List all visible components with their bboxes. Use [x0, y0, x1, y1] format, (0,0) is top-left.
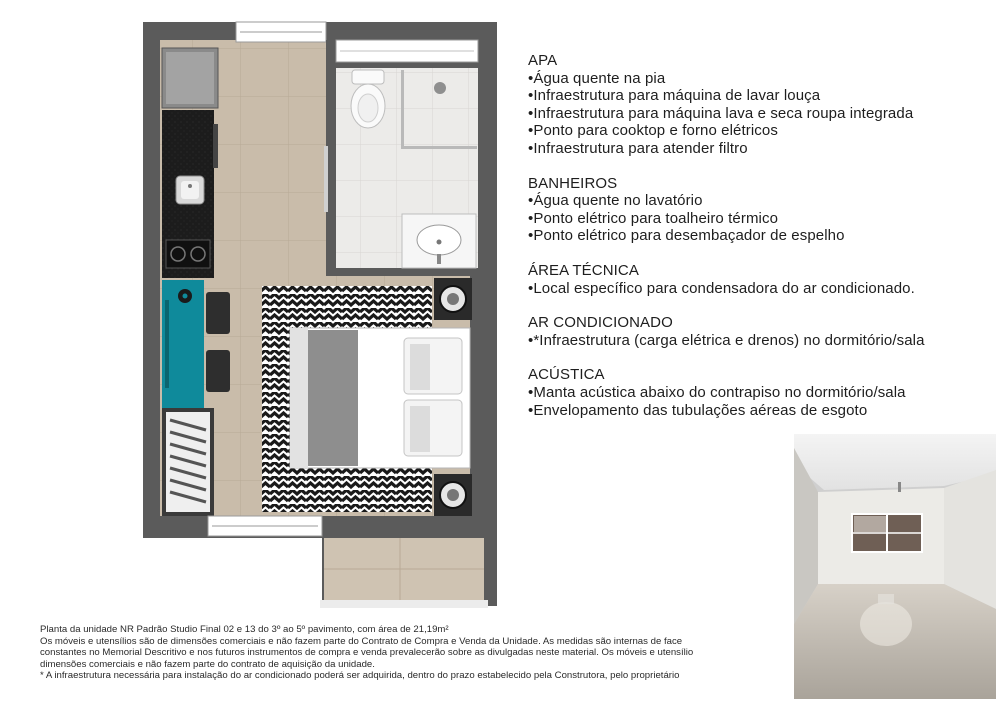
spec-item: • Infraestrutura para atender filtro — [528, 140, 988, 158]
specs-list — [528, 52, 988, 436]
note-line: Planta da unidade NR Padrão Studio Final 02 e 13 do 3º ao 5º pavimento, com área de 21,19m² — [40, 624, 449, 635]
spec-item: • Água quente na pia — [528, 70, 988, 88]
note-line: constantes no Memorial Descritivo e nos futuros instrumentos de compra e venda prevalecerão sobre as divulgadas neste material. Os móveis e utensílio — [40, 647, 694, 659]
toilet-icon — [351, 70, 385, 128]
entrance-door — [236, 22, 326, 42]
spec-item: • Infraestrutura para máquina de lavar louça — [528, 87, 988, 105]
window-icon — [852, 514, 922, 552]
spec-heading: APA — [528, 52, 558, 69]
spec-item: • Local específico para condensadora do ar condicionado. — [528, 280, 988, 298]
spec-heading: ACÚSTICA — [528, 366, 605, 384]
spec-item: • Água quente no lavatório — [528, 192, 988, 210]
balcony-window — [208, 516, 322, 536]
nightstand-icon — [434, 278, 472, 320]
spec-section-acustica — [528, 366, 988, 419]
room-photo — [794, 434, 996, 699]
spec-item: • Ponto elétrico para toalheiro térmico — [528, 210, 988, 228]
spec-item: • Infraestrutura para máquina lava e seca roupa integrada — [528, 105, 988, 123]
spec-section-apa — [528, 52, 988, 158]
spec-section-banheiros — [528, 175, 988, 245]
stool-icon — [206, 350, 230, 392]
note-line: dimensões comerciais e não fazem parte do contrato de aquisição da unidade. — [40, 658, 375, 670]
spec-item: • Ponto para cooktop e forno elétricos — [528, 122, 988, 140]
teal-cabinet — [162, 280, 204, 408]
laundry-rack-icon — [162, 408, 214, 516]
bathroom — [324, 40, 478, 276]
spec-heading: AR CONDICIONADO — [528, 314, 673, 332]
floor-plan — [0, 0, 520, 620]
spec-item: • *Infraestrutura (carga elétrica e drenos) no dormitório/sala — [528, 332, 988, 350]
kitchen-sink-icon — [176, 176, 204, 204]
note-line: Os móveis e utensílios são de dimensões comerciais e não fazem parte do Contrato de Compra e Venda da Unidade. As medidas são internas de face — [40, 635, 683, 647]
bed-icon — [290, 328, 470, 468]
footnotes — [40, 624, 792, 688]
spec-heading: BANHEIROS — [528, 174, 618, 192]
spec-item: • Ponto elétrico para desembaçador de espelho — [528, 227, 988, 245]
bathroom-sink-icon — [402, 214, 476, 268]
cooktop-icon — [166, 240, 210, 268]
nightstand-icon — [434, 474, 472, 516]
spec-item: • Envelopamento das tubulações aéreas de esgoto — [528, 402, 988, 420]
spec-heading: ÁREA TÉCNICA — [528, 261, 639, 279]
spec-section-area-tecnica — [528, 262, 988, 297]
spec-item: • Manta acústica abaixo do contrapiso no dormitório/sala — [528, 384, 988, 402]
shower-drain-icon — [434, 82, 446, 94]
stool-icon — [206, 292, 230, 334]
note-line: * A infraestrutura necessária para instalação do ar condicionado poderá ser adquirida, dentro do prazo estabelecido pela Construtora, pelo proprietário — [40, 670, 680, 682]
spec-section-ar-condicionado — [528, 314, 988, 349]
